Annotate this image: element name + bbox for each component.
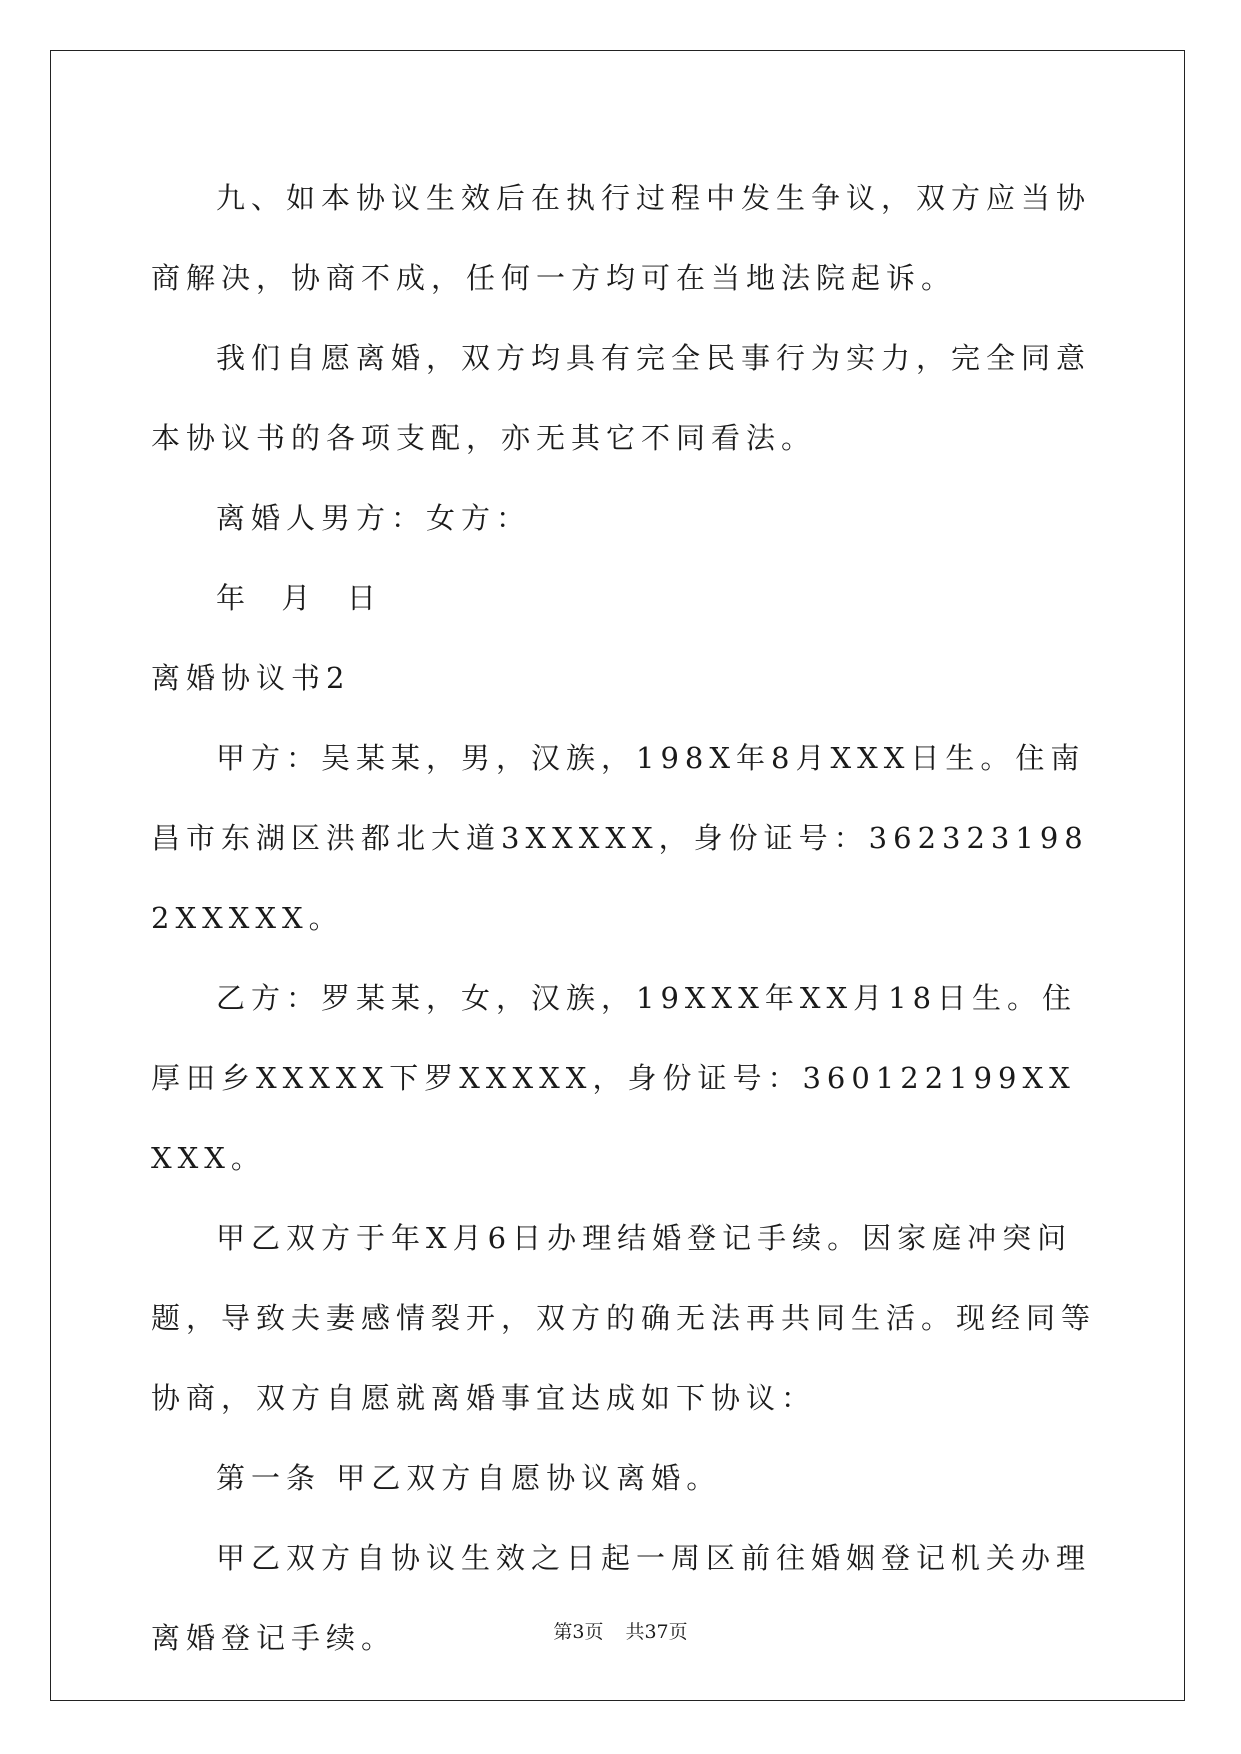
paragraph-article-one: 第一条 甲乙双方自愿协议离婚。 <box>216 1461 722 1495</box>
paragraph-date: 年 月 日 <box>216 581 382 615</box>
paragraph-signatures: 离婚人男方：女方： <box>216 501 532 535</box>
section-title: 离婚协议书2 <box>151 661 351 695</box>
page-number: 第3页 <box>553 1621 604 1643</box>
paragraph-dispute-clause: 九、如本协议生效后在执行过程中发生争议，双方应当协商解决，协商不成，任何一方均可在当地法院起诉。 <box>151 181 1092 295</box>
page-footer <box>0 1617 1241 1644</box>
paragraph-party-b: 乙方：罗某某，女，汉族，19XXX年XX月18日生。住厚田乡XXXXX下罗XXXXX，身份证号：360122199XXXXX。 <box>151 981 1078 1175</box>
document-body <box>151 158 1101 1678</box>
paragraph-party-a: 甲方：吴某某，男，汉族，198X年8月XXX日生。住南昌市东湖区洪都北大道3XXXXX，身份证号：3623231982XXXXX。 <box>151 741 1089 935</box>
paragraph-background: 甲乙双方于年X月6日办理结婚登记手续。因家庭冲突问题，导致夫妻感情裂开，双方的确无法再共同生活。现经同等协商，双方自愿就离婚事宜达成如下协议： <box>151 1221 1097 1415</box>
paragraph-registration: 甲乙双方自协议生效之日起一周区前往婚姻登记机关办理离婚登记手续。 <box>151 1541 1092 1655</box>
page-total: 共37页 <box>625 1621 688 1643</box>
paragraph-voluntary-statement: 我们自愿离婚，双方均具有完全民事行为实力，完全同意本协议书的各项支配，亦无其它不同看法。 <box>151 341 1092 455</box>
